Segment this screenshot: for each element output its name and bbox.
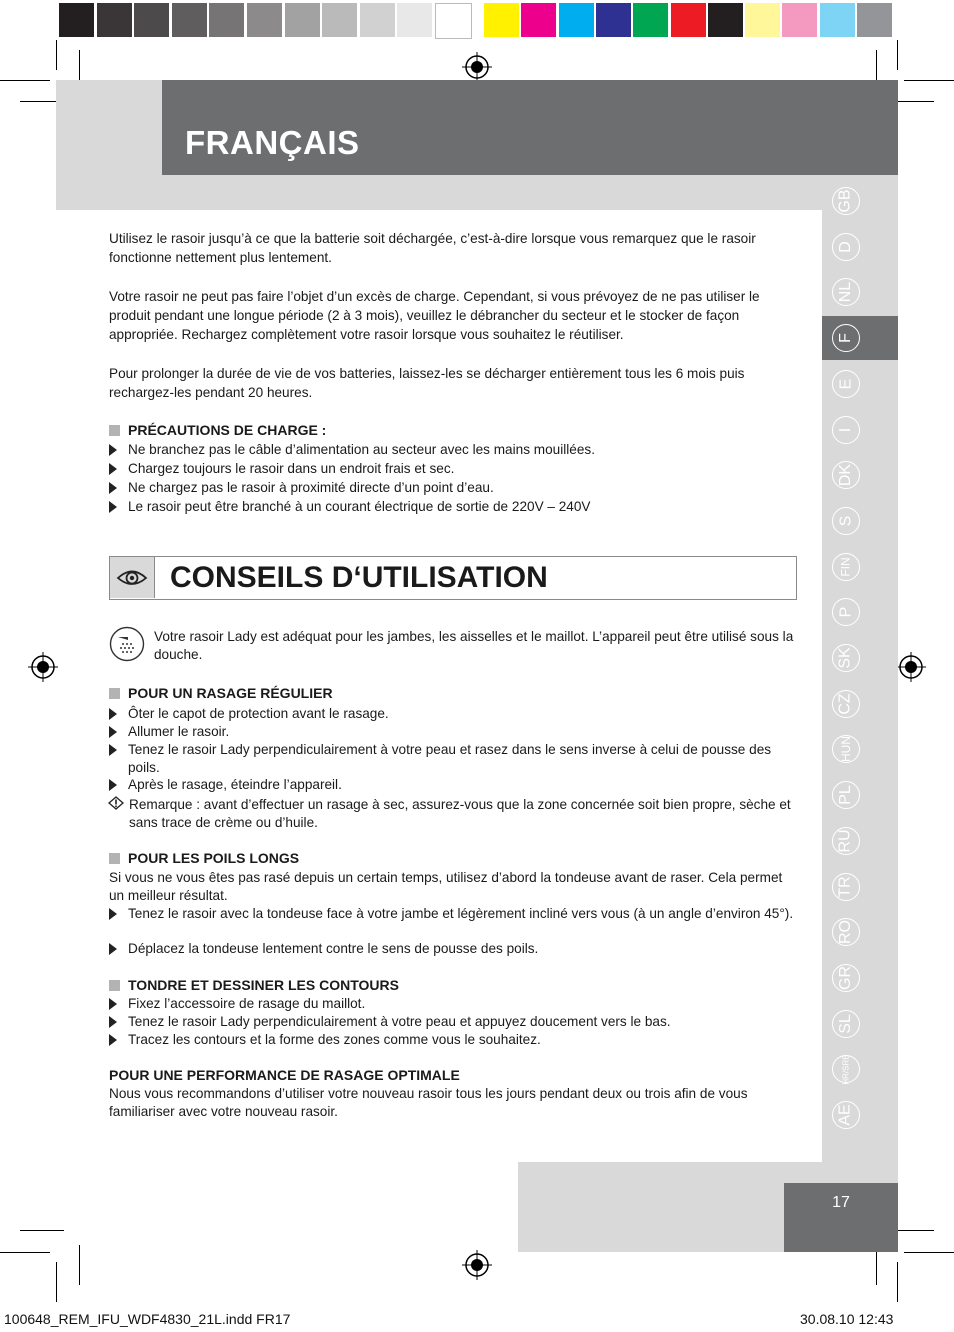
warning-icon bbox=[108, 796, 124, 810]
crop-mark bbox=[897, 1262, 898, 1302]
language-tab-d[interactable] bbox=[832, 233, 860, 261]
rasage-regulier-heading: POUR UN RASAGE RÉGULIER bbox=[128, 685, 333, 701]
language-tab-label: HUN bbox=[839, 736, 853, 763]
page-title: FRANÇAIS bbox=[185, 124, 360, 161]
color-swatch bbox=[285, 3, 320, 37]
language-tab-f[interactable] bbox=[832, 324, 860, 352]
color-swatch bbox=[322, 3, 357, 37]
arrow-bullet-icon bbox=[109, 1016, 117, 1028]
language-tab-label: E bbox=[836, 378, 854, 390]
language-tab-label: GB bbox=[837, 189, 854, 213]
arrow-bullet-icon bbox=[109, 708, 117, 720]
color-swatch bbox=[247, 3, 282, 37]
color-swatch bbox=[360, 3, 395, 37]
crop-mark bbox=[0, 80, 50, 81]
list-item: Le rasoir peut être branché à un courant électrique de sortie de 220V – 240V bbox=[128, 499, 591, 514]
section-square-icon bbox=[109, 688, 120, 699]
registration-mark-icon bbox=[896, 652, 926, 682]
color-swatch bbox=[521, 3, 556, 37]
list-item: Après le rasage, éteindre l’appareil. bbox=[128, 777, 342, 792]
precautions-heading: PRÉCAUTIONS DE CHARGE : bbox=[128, 422, 327, 438]
language-tab-ru[interactable] bbox=[832, 827, 860, 855]
color-swatch bbox=[59, 3, 94, 37]
performance-heading: POUR UNE PERFORMANCE DE RASAGE OPTIMALE bbox=[109, 1067, 460, 1083]
language-tab-gb[interactable] bbox=[832, 187, 860, 215]
color-swatch bbox=[782, 3, 817, 37]
color-swatch bbox=[559, 3, 594, 37]
language-tab-tr[interactable] bbox=[832, 873, 860, 901]
color-swatch bbox=[745, 3, 780, 37]
arrow-bullet-icon bbox=[109, 779, 117, 791]
arrow-bullet-icon bbox=[109, 501, 117, 513]
language-tab-dk[interactable] bbox=[832, 461, 860, 489]
arrow-bullet-icon bbox=[109, 943, 117, 955]
registration-mark-icon bbox=[462, 1250, 492, 1280]
page-number: 17 bbox=[832, 1194, 850, 1211]
color-swatch bbox=[435, 3, 472, 39]
arrow-bullet-icon bbox=[109, 744, 117, 756]
crop-mark bbox=[904, 80, 954, 81]
color-swatch bbox=[596, 3, 631, 37]
crop-mark bbox=[897, 40, 898, 70]
crop-mark bbox=[79, 1245, 80, 1285]
language-tab-gr[interactable] bbox=[832, 964, 860, 992]
color-swatch bbox=[820, 3, 855, 37]
language-tab-pl[interactable] bbox=[832, 781, 860, 809]
arrow-bullet-icon bbox=[109, 726, 117, 738]
color-swatch bbox=[857, 3, 892, 37]
print-date: 30.08.10 12:43 bbox=[800, 1311, 894, 1327]
list-item: Ne branchez pas le câble d’alimentation au secteur avec les mains mouillées. bbox=[128, 442, 595, 457]
list-item: Tenez le rasoir avec la tondeuse face à votre jambe et légèrement incliné vers vous (à un angle d’environ 45°). bbox=[128, 906, 794, 921]
language-tab-label: AE bbox=[837, 1104, 854, 1126]
language-tab-cz[interactable] bbox=[832, 690, 860, 718]
arrow-bullet-icon bbox=[109, 908, 117, 920]
language-tab-label: NL bbox=[836, 282, 854, 303]
language-tab-label: D bbox=[837, 240, 854, 253]
language-tab-label: RO bbox=[837, 920, 854, 945]
language-tab-label: P bbox=[836, 606, 854, 618]
remark-text: Remarque : avant d’effectuer un rasage à sec, assurez-vous que la zone concernée soit bien propre, sèche et sans trace de crème ou d’huile. bbox=[129, 797, 791, 830]
language-tab-label: SK bbox=[837, 647, 854, 669]
arrow-bullet-icon bbox=[109, 444, 117, 456]
list-item: Ne chargez pas le rasoir à proximité directe d’un point d’eau. bbox=[128, 480, 494, 495]
list-item: Allumer le rasoir. bbox=[128, 724, 230, 739]
color-swatch bbox=[172, 3, 207, 37]
section-square-icon bbox=[109, 980, 120, 991]
language-tab-label: CZ bbox=[836, 693, 854, 715]
language-tab-label: F bbox=[837, 333, 854, 343]
list-item: Tenez le rasoir Lady perpendiculairement à votre peau et rasez dans le sens inverse à celui de pousse des poils. bbox=[128, 742, 772, 775]
registration-mark-icon bbox=[28, 652, 58, 682]
language-tab-sk[interactable] bbox=[832, 644, 860, 672]
language-tab-label: I bbox=[836, 427, 854, 432]
color-swatch bbox=[134, 3, 169, 37]
language-tab-sl[interactable] bbox=[832, 1010, 860, 1038]
language-tab-e[interactable] bbox=[832, 370, 860, 398]
language-tab-label: HR/SRB bbox=[841, 1054, 851, 1085]
conseils-title: CONSEILS D‘UTILISATION bbox=[170, 561, 548, 594]
language-tab-label: TR bbox=[836, 875, 854, 898]
crop-mark bbox=[56, 40, 57, 70]
crop-mark bbox=[56, 1262, 57, 1302]
color-swatch bbox=[633, 3, 668, 37]
print-file-info: 100648_REM_IFU_WDF4830_21L.indd FR17 bbox=[4, 1311, 291, 1327]
language-tab-label: GR bbox=[837, 965, 854, 990]
list-item: Tenez le rasoir Lady perpendiculairement à votre peau et appuyez doucement vers le bas. bbox=[128, 1014, 671, 1029]
color-swatch bbox=[209, 3, 244, 37]
language-tab-label: RU bbox=[836, 829, 854, 853]
shower-icon bbox=[109, 626, 145, 662]
color-swatch bbox=[397, 3, 432, 37]
registration-mark-icon bbox=[462, 52, 492, 82]
language-tab-fin[interactable] bbox=[832, 553, 860, 581]
color-swatch bbox=[708, 3, 743, 37]
list-item: Chargez toujours le rasoir dans un endroit frais et sec. bbox=[128, 461, 455, 476]
color-swatch bbox=[97, 3, 132, 37]
performance-text: Nous vous recommandons d’utiliser votre nouveau rasoir tous les jours pendant deux ou trois afin de vous familiariser avec votre nouveau rasoir. bbox=[109, 1086, 748, 1119]
list-item: Déplacez la tondeuse lentement contre le sens de pousse des poils. bbox=[128, 941, 539, 956]
language-tab-label: S bbox=[836, 515, 854, 527]
eye-icon bbox=[110, 557, 154, 598]
language-tab-s[interactable] bbox=[832, 507, 860, 535]
crop-mark bbox=[904, 1252, 954, 1253]
arrow-bullet-icon bbox=[109, 1034, 117, 1046]
list-item: Tracez les contours et la forme des zones comme vous le souhaitez. bbox=[128, 1032, 541, 1047]
eye-icon-box bbox=[110, 557, 155, 598]
intro-paragraph-1: Utilisez le rasoir jusqu’à ce que la batterie soit déchargée, c’est-à-dire lorsque vous remarquez que le rasoir fonctionne nettement plus lentement. bbox=[109, 231, 756, 265]
intro-paragraph-3: Pour prolonger la durée de vie de vos batteries, laissez-les se décharger entièrement tous les 6 mois puis rechargez-les pendant 20 heures. bbox=[109, 366, 745, 400]
language-tab-label: SL bbox=[836, 1013, 854, 1034]
arrow-bullet-icon bbox=[109, 463, 117, 475]
crop-mark bbox=[0, 1252, 50, 1253]
poils-longs-heading: POUR LES POILS LONGS bbox=[128, 850, 300, 866]
shower-note: Votre rasoir Lady est adéquat pour les jambes, les aisselles et le maillot. L’appareil peut être utilisé sous la douche. bbox=[154, 629, 794, 662]
language-tab-ae[interactable] bbox=[832, 1101, 860, 1129]
list-item: Fixez l’accessoire de rasage du maillot. bbox=[128, 996, 366, 1011]
color-swatch bbox=[671, 3, 706, 37]
section-square-icon bbox=[109, 425, 120, 436]
language-tab-label: PL bbox=[836, 785, 854, 805]
crop-mark bbox=[20, 1230, 64, 1231]
intro-paragraph-2: Votre rasoir ne peut pas faire l’objet d’un excès de charge. Cependant, si vous prévoyez de ne pas utiliser le produit pendant une longue période (2 à 3 mois), veuillez le débrancher du secteur et le stocker de façon appropriée. Rechargez complètement votre rasoir lorsque vous souhaitez le réutiliser. bbox=[109, 289, 760, 342]
poils-longs-intro: Si vous ne vous êtes pas rasé depuis un certain temps, utilisez d’abord la tondeuse avant de raser. Cela permet un meilleur résultat. bbox=[109, 870, 783, 903]
color-swatch bbox=[484, 3, 519, 37]
section-square-icon bbox=[109, 853, 120, 864]
language-tab-ro[interactable] bbox=[832, 918, 860, 946]
arrow-bullet-icon bbox=[109, 998, 117, 1010]
language-tab-label: FIN bbox=[839, 556, 853, 577]
language-tab-i[interactable] bbox=[832, 416, 860, 444]
language-tab-label: DK bbox=[836, 464, 854, 487]
contours-heading: TONDRE ET DESSINER LES CONTOURS bbox=[128, 977, 399, 993]
arrow-bullet-icon bbox=[109, 482, 117, 494]
list-item: Ôter le capot de protection avant le rasage. bbox=[128, 706, 389, 721]
